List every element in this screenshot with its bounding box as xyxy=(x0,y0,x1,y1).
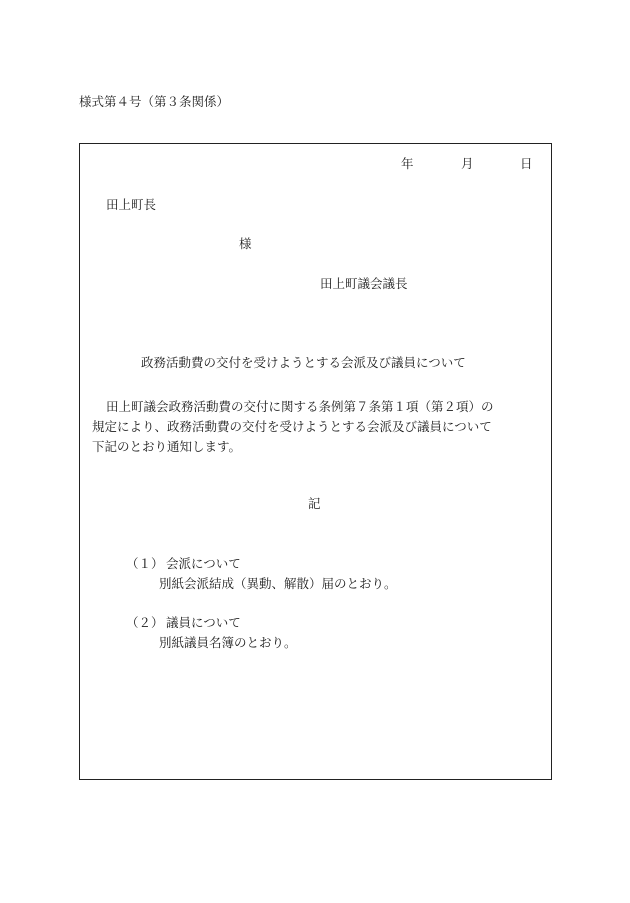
body-line-2: 規定により、政務活動費の交付を受けようとする会派及び議員について xyxy=(92,419,492,434)
body-line-1: 田上町議会政務活動費の交付に関する条例第７条第１項（第２項）の xyxy=(106,399,494,414)
date-year-label: 年 xyxy=(401,156,414,171)
item-2-number: （２） xyxy=(126,615,164,630)
honorific: 様 xyxy=(239,236,252,251)
item-1-detail: 別紙会派結成（異動、解散）届のとおり。 xyxy=(159,576,397,591)
sender: 田上町議会議長 xyxy=(320,276,408,291)
item-1-number: （１） xyxy=(126,556,164,571)
item-2-detail: 別紙議員名簿のとおり。 xyxy=(159,635,297,650)
addressee: 田上町長 xyxy=(106,197,157,212)
date-day-label: 日 xyxy=(520,156,533,171)
item-2-title: 議員について xyxy=(166,615,241,630)
item-1-title: 会派について xyxy=(166,556,241,571)
form-label: 様式第４号（第３条関係） xyxy=(79,94,230,109)
date-month-label: 月 xyxy=(461,156,474,171)
ki-heading: 記 xyxy=(308,496,321,511)
body-paragraph xyxy=(92,397,542,457)
body-line-3: 下記のとおり通知します。 xyxy=(92,439,242,454)
subject-line: 政務活動費の交付を受けようとする会派及び議員について xyxy=(141,355,466,370)
document-frame xyxy=(79,143,552,780)
